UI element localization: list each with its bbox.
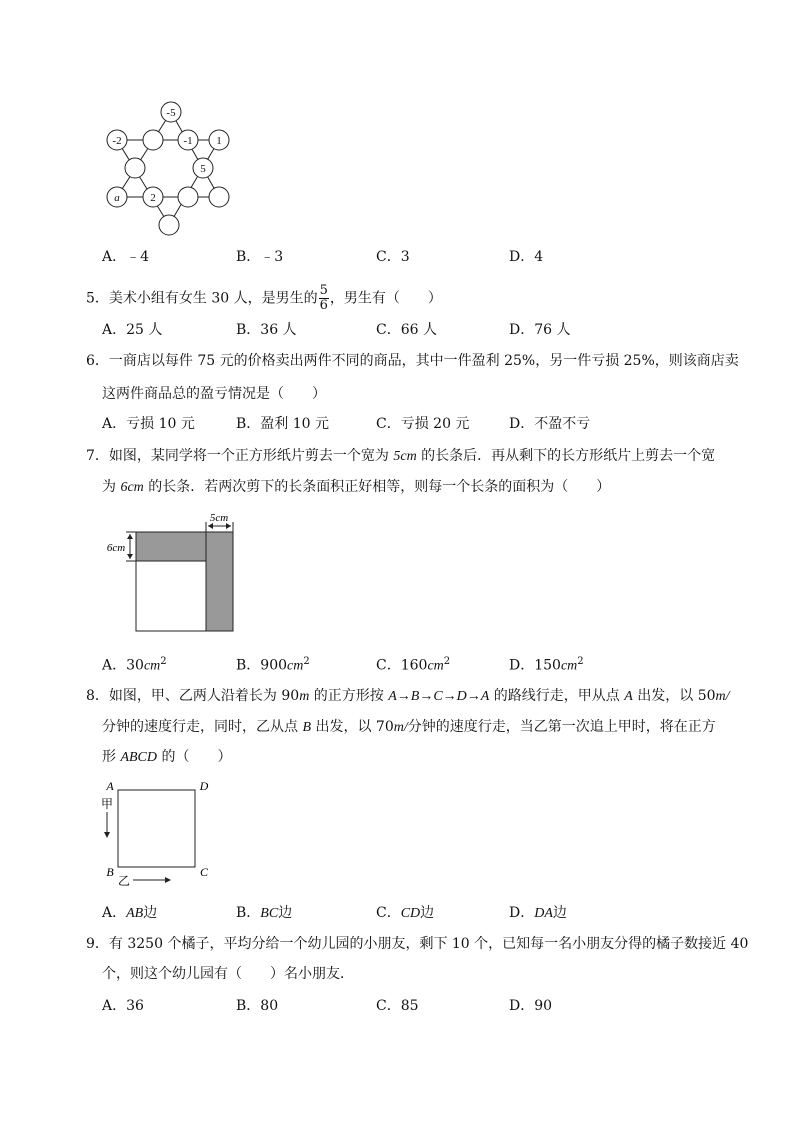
q8-option-a[interactable]: A．AB边 xyxy=(102,905,158,921)
label-left-bottom: a xyxy=(114,192,120,204)
q8-stem-line1: 8．如图，甲、乙两人沿着长为 90m 的正方形按 A→B→C→D→A 的路线行走，甲从点 A 出发，以 50m/ xyxy=(86,688,730,704)
path-square-figure xyxy=(100,776,220,886)
node-right-bottom xyxy=(209,187,229,207)
q7-option-d[interactable]: D．$150cm^2$ xyxy=(509,656,584,674)
q6-option-a[interactable]: A．亏损 10 元 xyxy=(102,416,195,432)
q7-option-b[interactable]: B．$900cm^2$ xyxy=(236,656,310,674)
q4-option-a[interactable]: A．﹣4 xyxy=(102,249,150,265)
q5-fraction: $\frac{5}{6}$ xyxy=(319,283,328,313)
q9-stem-line1: 9．有 3250 个橘子，平均分给一个幼儿园的小朋友，剩下 10 个，已知每一名小朋友分得的橘子数接近 40 xyxy=(86,936,749,952)
label-jia: 甲 xyxy=(100,797,114,811)
q8-option-b[interactable]: B．BC边 xyxy=(236,905,293,921)
q6-option-d[interactable]: D．不盈不亏 xyxy=(509,416,591,432)
label-inner-right: 5 xyxy=(200,163,206,175)
q6-option-b[interactable]: B．盈利 10 元 xyxy=(236,416,330,432)
q8-stem-line3: 形 ABCD 的（ ） xyxy=(102,749,232,765)
q8-stem-line2: 分钟的速度行走，同时，乙从点 B 出发，以 70m/分钟的速度行走，当乙第一次追上甲时，将在正方 xyxy=(102,719,716,735)
label-5cm: 5cm xyxy=(209,512,229,524)
q7-option-c[interactable]: C．$160cm^2$ xyxy=(376,656,451,674)
q6-option-c[interactable]: C．亏损 20 元 xyxy=(376,416,470,432)
vertex-a: A xyxy=(106,779,114,793)
q5-option-d[interactable]: D．76 人 xyxy=(509,322,571,338)
arrow-right-icon xyxy=(165,877,171,883)
label-yi: 乙 xyxy=(117,874,131,886)
q5-option-b[interactable]: B．36 人 xyxy=(236,322,297,338)
label-left-top: -2 xyxy=(112,135,122,147)
q7-option-a[interactable]: A．$30cm^2$ xyxy=(102,656,167,674)
node-inner-left xyxy=(125,158,145,178)
q6-stem-line1: 6．一商店以每件 75 元的价格卖出两件不同的商品，其中一件盈利 25%，另一件亏损 25%，则该商店卖 xyxy=(86,353,739,369)
q9-option-c[interactable]: C．85 xyxy=(376,998,419,1014)
node-inner-left-top xyxy=(143,130,163,150)
label-right-top: 1 xyxy=(216,135,222,147)
q7-stem-line1: 7．如图，某同学将一个正方形纸片剪去一个宽为 5cm 的长条后．再从剩下的长方形纸片上剪去一个宽 xyxy=(86,448,716,464)
q9-stem-line2: 个，则这个幼儿园有（ ）名小朋友． xyxy=(102,966,354,982)
q7-stem-line2: 为 6cm 的长条．若两次剪下的长条面积正好相等，则每一个长条的面积为（ ） xyxy=(102,479,611,495)
node-inner-right-bottom xyxy=(178,187,198,207)
q9-option-a[interactable]: A．36 xyxy=(102,998,144,1014)
q9-option-b[interactable]: B．80 xyxy=(236,998,279,1014)
vertex-b: B xyxy=(106,865,114,879)
label-top: -5 xyxy=(166,107,176,119)
q9-option-d[interactable]: D．90 xyxy=(509,998,553,1014)
q4-option-b[interactable]: B．﹣3 xyxy=(236,249,284,265)
node-bottom xyxy=(159,215,179,235)
label-inner-right-top: -1 xyxy=(183,135,193,147)
label-6cm: 6cm xyxy=(106,542,126,554)
vertex-c: C xyxy=(199,865,209,879)
q6-stem-line2: 这两件商品总的盈亏情况是（ ） xyxy=(102,386,326,402)
square-strips-figure xyxy=(100,508,240,636)
q8-option-c[interactable]: C．CD边 xyxy=(376,905,435,921)
circle-figure xyxy=(100,98,240,238)
q4-option-d[interactable]: D．4 xyxy=(509,249,544,265)
label-inner-left-bottom: 2 xyxy=(150,192,156,204)
q4-option-c[interactable]: C．3 xyxy=(376,249,410,265)
q5-option-c[interactable]: C．66 人 xyxy=(376,322,437,338)
q8-option-d[interactable]: D．DA边 xyxy=(509,905,567,921)
arrow-down-icon xyxy=(104,832,110,838)
q5-stem: 5．美术小组有女生 30 人，是男生的 $\frac{5}{6}$ ，男生有（ ） xyxy=(86,283,442,313)
q5-option-a[interactable]: A．25 人 xyxy=(102,322,163,338)
vertex-d: D xyxy=(199,779,209,793)
